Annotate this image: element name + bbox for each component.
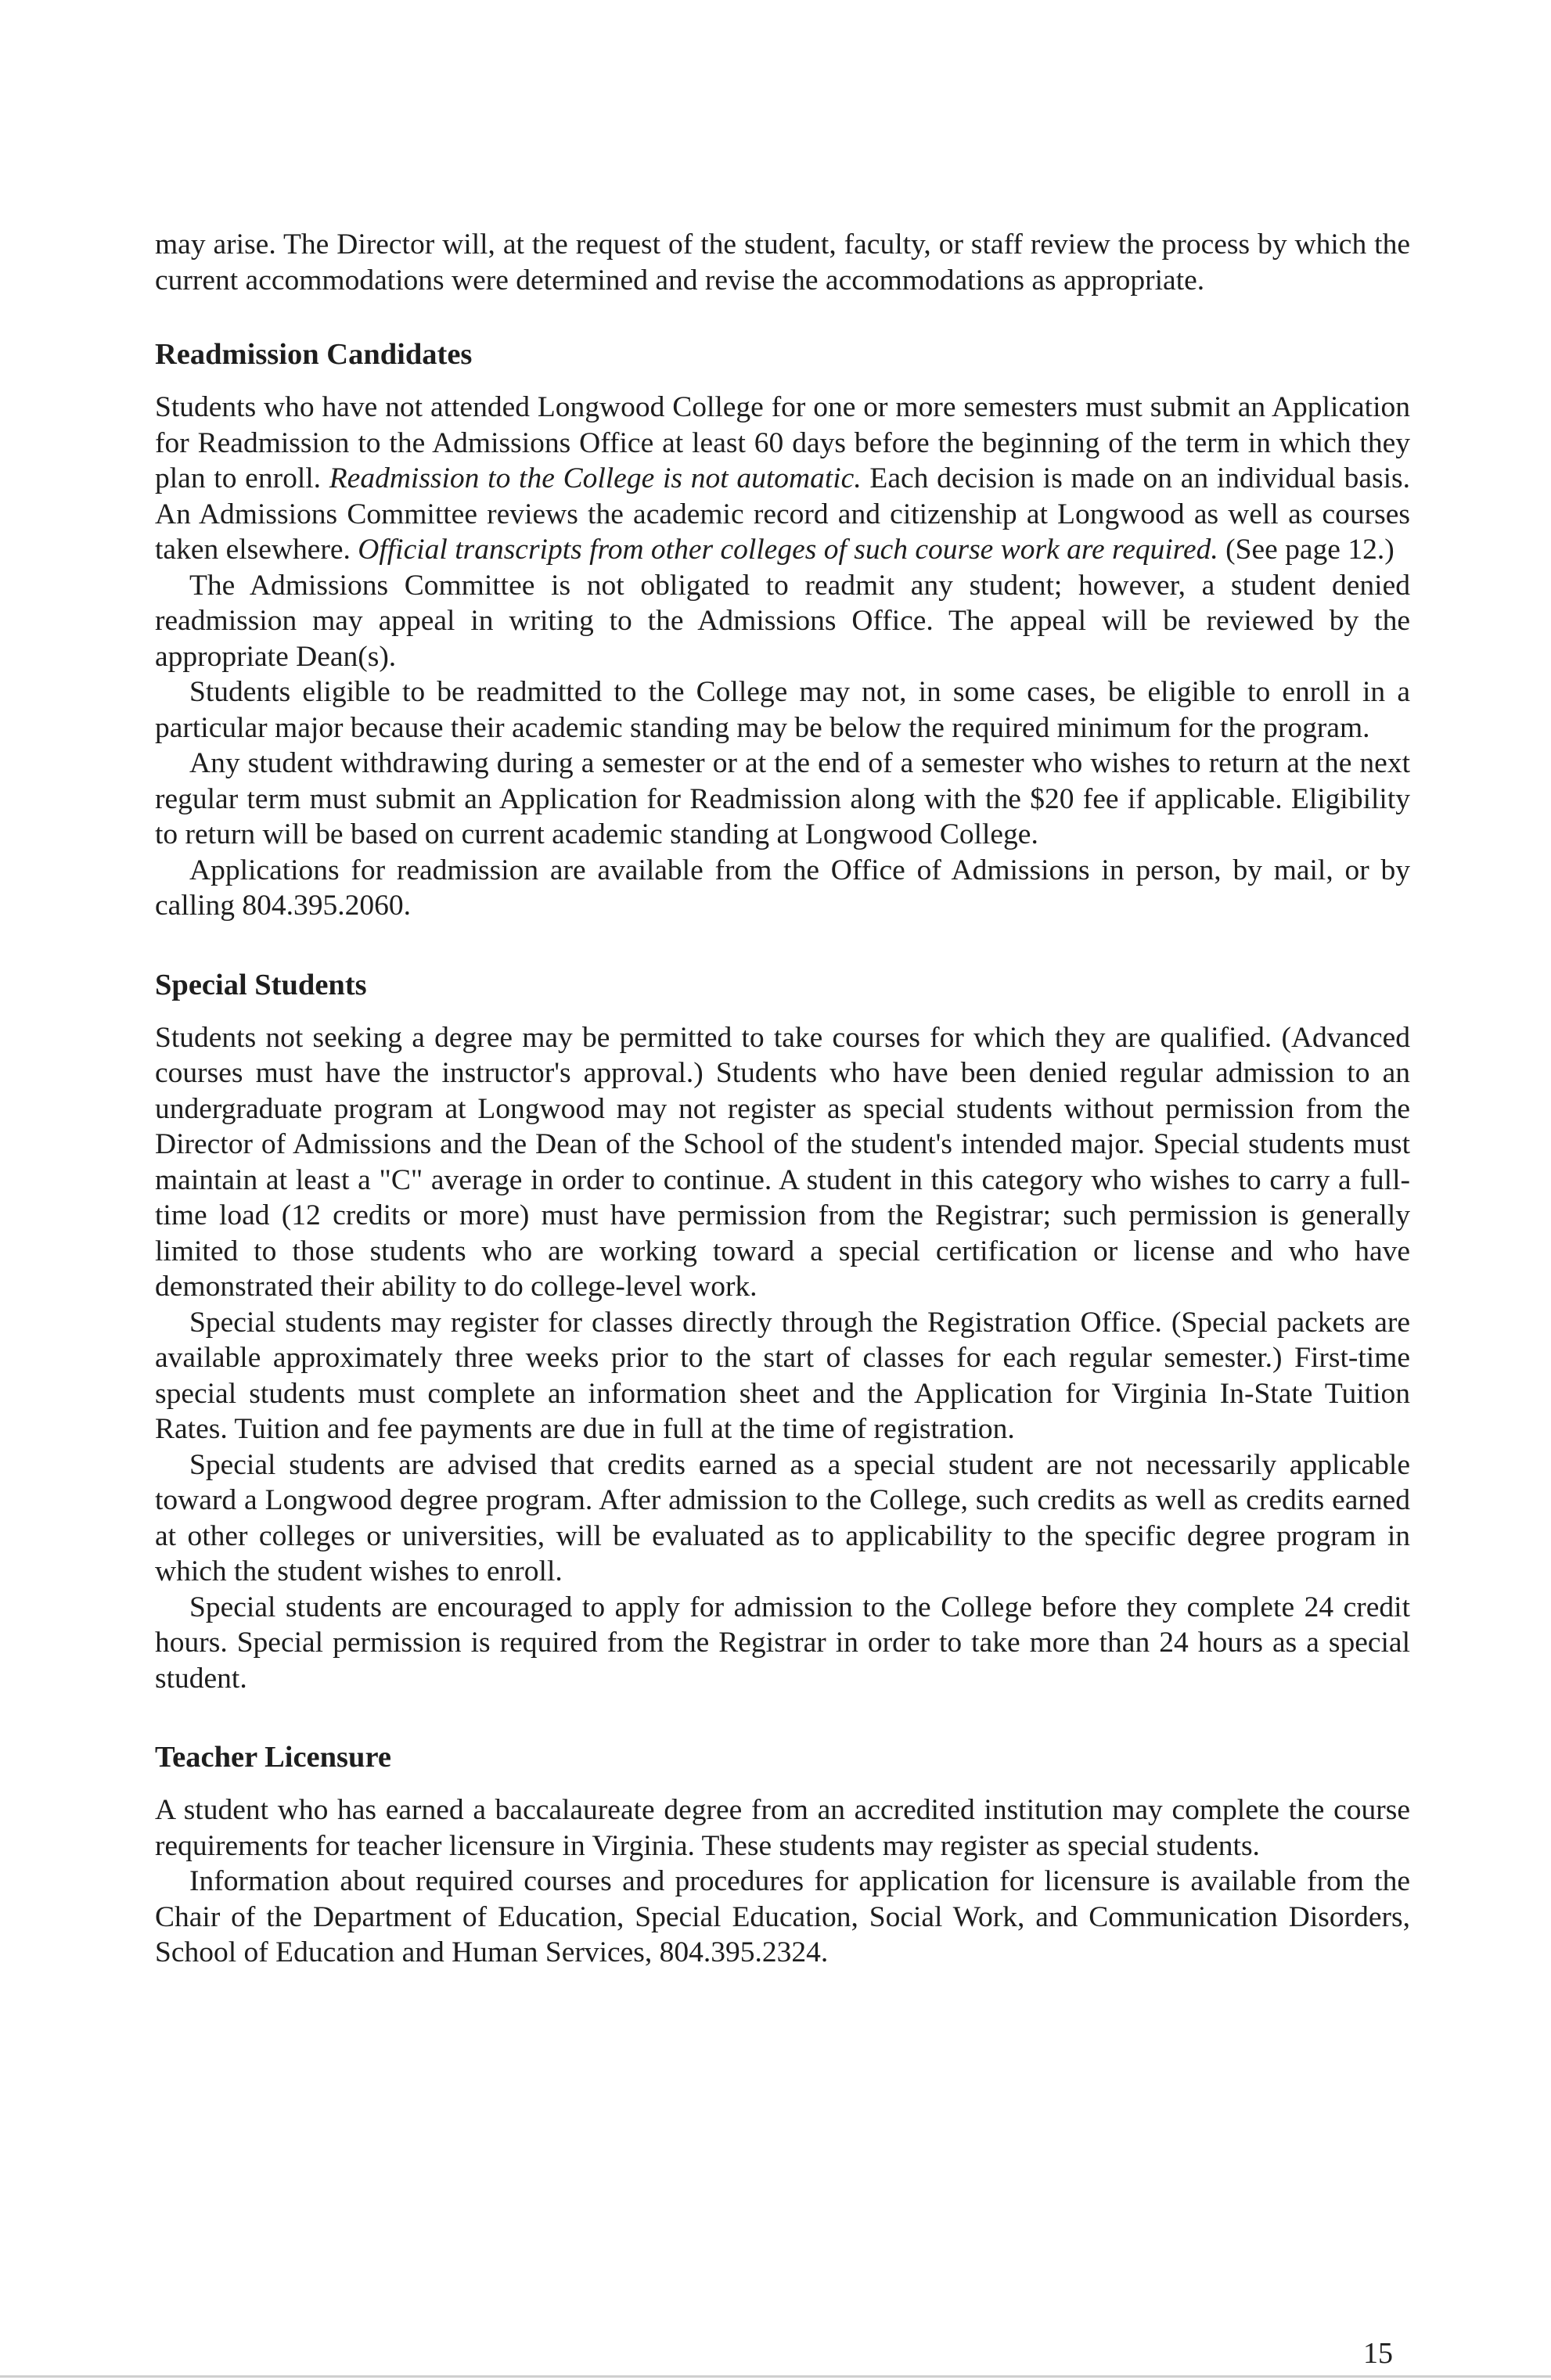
readmission-p1-text-a: Students who have not attended Longwood College for one or more semesters must submit an Application for Readmission to the Admissions Office at least 60 days before the beginning of the term in which they plan to enroll. xyxy=(155,391,1410,494)
readmission-paragraph-1 xyxy=(155,390,1410,568)
special-students-paragraph-4: Special students are encouraged to apply for admission to the College before they complete 24 credit hours. Special permission is required from the Registrar in order to take more than 24 hours as a special student. xyxy=(155,1591,1410,1695)
readmission-paragraph-4: Any student withdrawing during a semester or at the end of a semester who wishes to return at the next regular term must submit an Application for Readmission along with the $20 fee if applicable. Eligibility to return will be based on current academic standing at Longwood College. xyxy=(155,747,1410,850)
readmission-p1-italic-not-automatic: Readmission to the College is not automatic. xyxy=(329,462,862,494)
readmission-paragraph-5: Applications for readmission are available from the Office of Admissions in person, by mail, or by calling 804.395.2060. xyxy=(155,854,1410,922)
special-students-paragraph-2: Special students may register for classes directly through the Registration Office. (Special packets are available approximately three weeks prior to the start of classes for each regular semester.) First-time special students must complete an information sheet and the Application for Virginia In-State Tuition Rates. Tuition and fee payments are due in full at the time of registration. xyxy=(155,1306,1410,1445)
teacher-licensure-paragraph-1: A student who has earned a baccalaureate degree from an accredited institution may complete the course requirements for teacher licensure in Virginia. These students may register as special students. xyxy=(155,1794,1410,1862)
readmission-p1-text-e: (See page 12.) xyxy=(1218,534,1394,566)
bottom-edge-rule xyxy=(0,2375,1551,2378)
heading-teacher-licensure: Teacher Licensure xyxy=(155,1741,391,1774)
page-number: 15 xyxy=(1363,2337,1393,2370)
heading-special-students: Special Students xyxy=(155,968,367,1001)
page-body xyxy=(155,227,1410,1971)
special-students-paragraph-1: Students not seeking a degree may be permitted to take courses for which they are qualified. (Advanced courses must have the instructor's approval.) Students who have been denied regular admission to an undergraduate program at Longwood may not register as special students without permission from the Director of Admissions and the Dean of the School of the student's intended major. Special students must maintain at least a "C" average in order to continue. A student in this category who wishes to carry a full-time load (12 credits or more) must have permission from the Registrar; such permission is generally limited to those students who are working toward a special certification or license and who have demonstrated their ability to do college-level work. xyxy=(155,1021,1410,1303)
readmission-p1-text-c: Each decision is made on an individual basis. An Admissions Committee reviews the academic record and citizenship at Longwood as well as courses taken elsewhere. xyxy=(155,462,1410,566)
readmission-paragraph-2: The Admissions Committee is not obligated to readmit any student; however, a student denied readmission may appeal in writing to the Admissions Office. The appeal will be reviewed by the appropriate Dean(s). xyxy=(155,569,1410,673)
intro-paragraph: may arise. The Director will, at the request of the student, faculty, or staff review the process by which the current accommodations were determined and revise the accommodations as appropriate. xyxy=(155,228,1410,297)
readmission-p1-italic-transcripts: Official transcripts from other colleges of such course work are required. xyxy=(358,534,1218,566)
readmission-paragraph-3: Students eligible to be readmitted to the College may not, in some cases, be eligible to enroll in a particular major because their academic standing may be below the required minimum for the program. xyxy=(155,676,1410,744)
special-students-paragraph-3: Special students are advised that credits earned as a special student are not necessarily applicable toward a Longwood degree program. After admission to the College, such credits as well as credits earned at other colleges or universities, will be evaluated as to applicability to the specific degree program in which the student wishes to enroll. xyxy=(155,1448,1410,1587)
teacher-licensure-paragraph-2: Information about required courses and procedures for application for licensure is available from the Chair of the Department of Education, Special Education, Social Work, and Communication Disorders, School of Education and Human Services, 804.395.2324. xyxy=(155,1865,1410,1968)
heading-readmission-candidates: Readmission Candidates xyxy=(155,338,473,371)
